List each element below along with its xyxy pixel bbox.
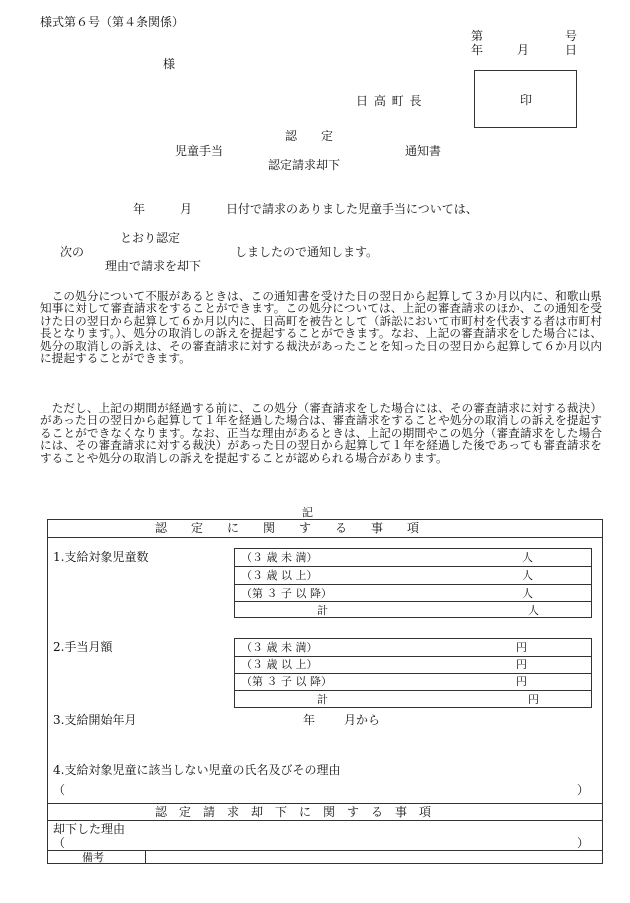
body-option-nintei: とおり認定 xyxy=(120,231,181,245)
section1-title: 認 定 に 関 す る 事 項 xyxy=(155,521,420,535)
item1-row-label: （３ 歳 未 満） xyxy=(241,551,318,564)
date-day: 日 xyxy=(565,43,578,57)
body-tail: しましたので通知します。 xyxy=(235,245,379,259)
notice-paragraph-2: ただし、上記の期間が経過する前に、この処分（審査請求をした場合には、その審査請求に対する裁決）があった日の翌日から起算して１年を経過した場合は、審査請求をすることや処分の取消しの訴えを提起することができなくなります。なお、正当な理由があるときは、上記の期間やこの処分（審査請求をした場合には、その審査請求に対する裁決）があった日の翌日から起算して１年を経過した後であっても審査請求をすることや処分の取消しの訴えを提起することが認められる場合があります。 xyxy=(40,401,602,465)
item2-label: 2.手当月額 xyxy=(53,640,113,654)
item1-total-unit: 人 xyxy=(528,604,539,617)
item2-row-divider xyxy=(234,673,592,674)
date-year: 年 xyxy=(471,43,484,57)
date-month: 月 xyxy=(517,43,530,57)
title-option-kyakka: 認定請求却下 xyxy=(268,158,341,172)
title-option-nintei: 認 定 xyxy=(285,129,334,143)
item2-row-label: （第 ３ 子 以 降） xyxy=(241,675,332,688)
remarks-divider xyxy=(47,850,603,851)
item1-row-label: （第 ３ 子 以 降） xyxy=(241,587,332,600)
item2-row-divider xyxy=(234,690,592,691)
item2-total-label: 計 xyxy=(317,693,328,706)
remarks-label: 備考 xyxy=(82,851,104,864)
item1-label: 1.支給対象児童数 xyxy=(53,550,149,564)
seal-box xyxy=(474,70,577,128)
item4-paren-open: （ xyxy=(53,783,66,797)
seal-mark: 印 xyxy=(520,93,533,107)
section2-top-divider xyxy=(47,803,603,804)
item1-row-label: （３ 歳 以 上） xyxy=(241,569,318,582)
item2-row-divider xyxy=(234,656,592,657)
ki-label: 記 xyxy=(302,506,313,519)
item1-row-unit: 人 xyxy=(522,551,533,564)
item3-label: 3.支給開始年月 xyxy=(53,713,137,727)
issuer-name: 日 高 町 長 xyxy=(356,94,423,108)
section2-title: 認 定 請 求 却 下 に 関 す る 事 項 xyxy=(155,805,432,819)
item1-row-divider xyxy=(234,584,592,585)
item1-total-label: 計 xyxy=(317,604,328,617)
item4-paren-close: ） xyxy=(577,783,590,797)
reject-paren-open: （ xyxy=(53,836,66,850)
item2-row-label: （３ 歳 未 満） xyxy=(241,641,318,654)
notice-paragraph-1: この処分について不服があるときは、この通知書を受けた日の翌日から起算して３か月以内に、和歌山県知事に対して審査請求をすることができます。この処分については、上記の審査請求のほか、この通知を受けた日の翌日から起算して６か月以内に、日高町を被告として（訴訟において市町村を代表する者は市町村長となります。）、処分の取消しの訴えを提起することができます。なお、上記の審査請求をした場合には、処分の取消しの訴えは、その審査請求に対する裁決があったことを知った日の翌日から起算して６か月以内に提起することができます。 xyxy=(40,289,602,366)
item2-row-unit: 円 xyxy=(516,675,527,688)
item2-total-unit: 円 xyxy=(528,693,539,706)
body-month: 月 xyxy=(180,202,193,216)
item1-row-unit: 人 xyxy=(522,587,533,600)
form-id: 様式第６号（第４条関係） xyxy=(40,15,185,29)
number-dai: 第 xyxy=(471,29,484,43)
title-prefix: 児童手当 xyxy=(175,144,224,158)
reject-paren-close: ） xyxy=(577,836,590,850)
section1-divider xyxy=(47,537,603,538)
body-option-kyakka: 理由で請求を却下 xyxy=(105,259,202,273)
body-lead: 次の xyxy=(60,245,85,259)
item2-row-label: （３ 歳 以 上） xyxy=(241,658,318,671)
title-suffix: 通知書 xyxy=(405,144,442,158)
remarks-col-divider xyxy=(145,850,146,864)
reject-reason-label: 却下した理由 xyxy=(53,822,126,836)
section2-divider xyxy=(47,820,603,821)
item1-row-divider xyxy=(234,601,592,602)
item2-row-unit: 円 xyxy=(516,641,527,654)
addressee-sama: 様 xyxy=(163,57,176,71)
item3-month-from: 月から xyxy=(344,713,381,727)
number-go: 号 xyxy=(565,29,578,43)
item4-label: 4.支給対象児童に該当しない児童の氏名及びその理由 xyxy=(53,763,341,777)
body-year: 年 xyxy=(133,202,146,216)
item3-year: 年 xyxy=(303,713,316,727)
body-line1-text: 日付で請求のありました児童手当については、 xyxy=(226,202,478,216)
item1-row-divider xyxy=(234,566,592,567)
item1-row-unit: 人 xyxy=(522,569,533,582)
item2-row-unit: 円 xyxy=(516,658,527,671)
